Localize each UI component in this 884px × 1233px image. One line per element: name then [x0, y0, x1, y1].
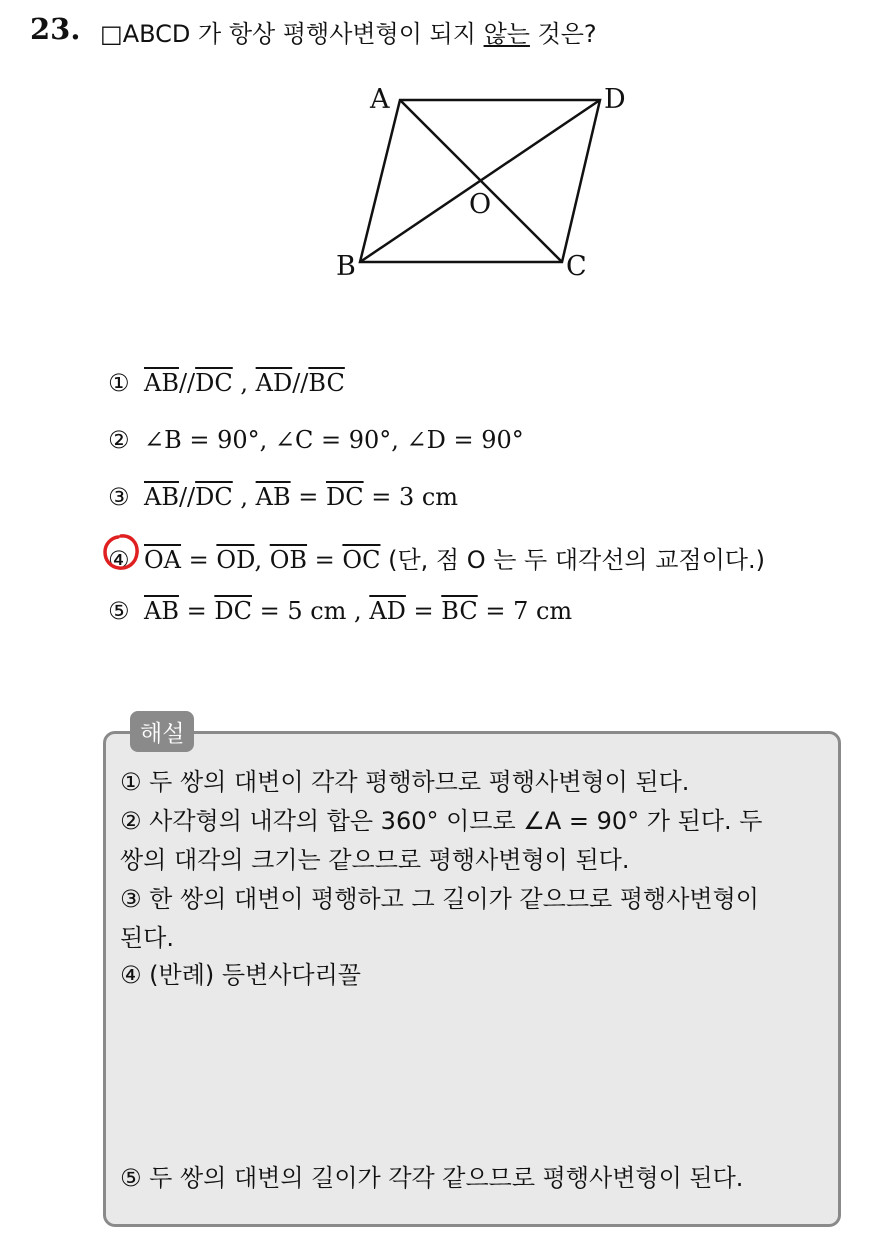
length-value: = 3 cm — [363, 483, 459, 511]
parallel-sign: // — [292, 369, 309, 397]
option-5-number: ⑤ — [108, 597, 130, 625]
equals: = — [181, 546, 217, 574]
segment-oc: $\overline{OC}$ — [342, 546, 381, 574]
solution-line-3: 쌍의 대각의 크기는 같으므로 평행사변형이 된다. — [120, 846, 630, 874]
label-d: D — [604, 84, 626, 115]
segment-ab: $\overline{AB}$ — [144, 369, 179, 397]
length-value: = 5 cm , — [251, 597, 370, 625]
segment-ab: $\overline{AB}$ — [144, 597, 179, 625]
segment-dc: $\overline{DC}$ — [195, 369, 233, 397]
option-1-number: ① — [108, 369, 130, 397]
answer-circle-mark — [101, 532, 141, 572]
solution-line-7: ⑤ 두 쌍의 대변의 길이가 각각 같으므로 평행사변형이 된다. — [120, 1164, 744, 1192]
parallel-sign: // — [178, 483, 196, 511]
segment-oa: $\overline{OA}$ — [144, 546, 182, 574]
solution-tag: 해설 — [130, 711, 194, 752]
segment-ad: $\overline{AD}$ — [369, 597, 406, 625]
segment-ab: $\overline{AB}$ — [144, 483, 179, 511]
segment-ab: $\overline{AB}$ — [255, 483, 291, 511]
question-text-start: ABCD 가 항상 평행사변형이 되지 — [122, 20, 484, 48]
option-1[interactable] — [108, 369, 345, 397]
question-text-end: 것은? — [529, 20, 597, 48]
segment-dc: $\overline{DC}$ — [214, 597, 252, 625]
label-b: B — [336, 251, 356, 282]
segment-bc: $\overline{BC}$ — [441, 597, 478, 625]
label-o: O — [469, 189, 492, 220]
solution-line-6: ④ (반례) 등변사다리꼴 — [120, 961, 361, 989]
segment-bc: $\overline{BC}$ — [308, 369, 345, 397]
equals: = — [307, 546, 343, 574]
question-underlined: 않는 — [483, 20, 530, 48]
equals: = — [290, 483, 326, 511]
separator: , — [254, 546, 270, 574]
parallelogram-figure — [360, 100, 600, 262]
option-4-note: (단, 점 O 는 두 대각선의 교점이다.) — [380, 546, 765, 574]
solution-line-2: ② 사각형의 내각의 합은 360° 이므로 ∠A = 90° 가 된다. 두 — [120, 807, 763, 835]
option-4[interactable] — [108, 540, 765, 575]
label-a: A — [370, 84, 390, 115]
question-number: 23. — [30, 12, 81, 46]
length-value: = 7 cm — [477, 597, 573, 625]
solution-line-5: 된다. — [120, 924, 174, 952]
segment-dc: $\overline{DC}$ — [325, 483, 364, 511]
equals: = — [405, 597, 442, 625]
option-2-text: ∠B = 90°, ∠C = 90°, ∠D = 90° — [144, 426, 524, 454]
option-2[interactable] — [108, 426, 524, 454]
option-4-number: ④ — [108, 546, 130, 574]
segment-ob: $\overline{OB}$ — [269, 546, 308, 574]
square-symbol: □ — [100, 20, 123, 48]
equals: = — [178, 597, 215, 625]
segment-od: $\overline{OD}$ — [216, 546, 255, 574]
label-c: C — [566, 251, 587, 282]
option-3[interactable] — [108, 483, 458, 511]
option-5[interactable] — [108, 597, 572, 625]
separator: , — [232, 483, 256, 511]
parallel-sign: // — [178, 369, 196, 397]
solution-line-1: ① 두 쌍의 대변이 각각 평행하므로 평행사변형이 된다. — [120, 768, 690, 796]
segment-dc: $\overline{DC}$ — [195, 483, 233, 511]
option-2-number: ② — [108, 426, 130, 454]
separator: , — [232, 369, 256, 397]
solution-line-4: ③ 한 쌍의 대변이 평행하고 그 길이가 같으므로 평행사변형이 — [120, 885, 759, 913]
segment-ad: $\overline{AD}$ — [255, 369, 293, 397]
diagonal-bd — [360, 100, 600, 262]
option-3-number: ③ — [108, 483, 130, 511]
